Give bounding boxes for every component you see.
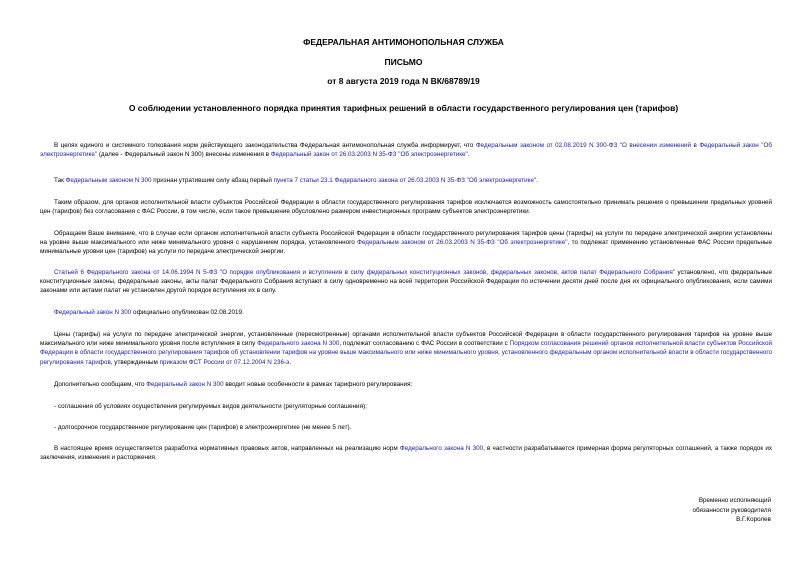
paragraph-6 (40, 308, 772, 317)
paragraph-text: (далее - Федеральный закон N 300) внесены изменения в (97, 151, 271, 159)
paragraph-9 (40, 402, 772, 411)
paragraph-7 (40, 330, 772, 367)
law-reference-link[interactable]: Федеральный закон N 300 (146, 381, 224, 388)
paragraph-text: . (536, 177, 538, 184)
paragraph-text: вводит новые особенности в рамках тарифного регулирования: (223, 381, 413, 388)
law-reference-link[interactable]: пункта 7 статьи 23.1 Федерального закона от 26.03.2003 N 35-ФЗ "Об электроэнергетике" (273, 177, 537, 184)
law-reference-link[interactable]: приказом ФСТ России от 07.12.2004 N 236-э (159, 358, 290, 366)
paragraph-8 (40, 380, 772, 389)
paragraph-text: , подлежат согласованию с ФАС России в соответствии с (339, 340, 510, 348)
paragraph-text: Так (54, 177, 66, 184)
paragraph-text: - соглашения об условиях осуществления регулируемых видов деятельности (регуляторные соглашения); (54, 403, 367, 410)
paragraph-text: - долгосрочное государственное регулирование цен (тарифов) в электроэнергетике (не менее 5 лет). (54, 424, 352, 431)
signature-position-line1: Временно исполняющий (698, 497, 771, 504)
law-reference-link[interactable]: Федеральный закон N 300 (54, 309, 132, 316)
paragraph-text: . (289, 358, 292, 366)
law-reference-link[interactable]: Порядком согласования решений органов исполнительной власти субъектов Российской Федерации в области государственного регулирования тарифов об установлении тарифов на уровне выше максимального или ниже минимального уровня, установленного федеральным органом исполнительной власти в области государственного регулирования тарифов (40, 340, 772, 366)
paragraph-text: официально опубликован 02.08.2019. (131, 309, 244, 316)
signature-block (693, 496, 771, 525)
paragraph-text: установлено, что федеральные конституционные законы, федеральные законы, акты палат Федерального Собрания вступают в силу одновременно на всей территории Российской Федерации по истечении десяти дней после дня их официального опубликования, если самими законами или актами палат не установлен другой порядок вступления их в силу. (40, 269, 773, 295)
paragraph-text: Цены (тарифы) на услуги по передаче электрической энергии, установленные (пересмотренные) органами исполнительной власти субъектов Российской Федерации в области государственного регулирования тарифов на уровне выше максимального или ниже минимального уровня после вступления в силу (40, 331, 772, 348)
paragraph-1 (40, 141, 772, 159)
law-reference-link[interactable]: Федерального закона N 300 (257, 340, 340, 348)
paragraph-text: В настоящее время осуществляется разработка нормативных правовых актов, направленных на реализацию норм (54, 445, 400, 452)
paragraph-5 (40, 268, 772, 296)
law-reference-link[interactable]: Статьей 6 Федерального закона от 14.06.1994 N 5-ФЗ "О порядке опубликования и вступления в силу федеральных конституционных законов, федеральных законов, актов палат Федерального Собрания" (54, 269, 675, 276)
paragraph-3 (40, 198, 772, 216)
document-date-number: от 8 августа 2019 года N ВК/68789/19 (327, 76, 480, 86)
paragraph-10 (40, 423, 772, 432)
paragraph-text: Таким образом, для органов исполнительной власти субъектов Российской Федерации в области государственного регулирования тарифов исключается возможность самостоятельно принимать решения о превышении предельных уровней цен (тарифов) без согласования с ФАС России, в том числе, если такое превышение обусловлено размером инвестиционных программ субъектов электроэнергетики. (40, 199, 772, 216)
paragraph-text: В целях единого и системного толкования норм действующего законодательства Федеральная антимонопольная служба информирует, что (54, 142, 476, 149)
agency-name: ФЕДЕРАЛЬНАЯ АНТИМОНОПОЛЬНАЯ СЛУЖБА (303, 37, 504, 47)
law-reference-link[interactable]: Федеральным законом от 26.03.2003 N 35-ФЗ "Об электроэнергетике" (357, 239, 568, 247)
signature-name: В.Г.Королев (736, 516, 771, 524)
document-subject: О соблюдении установленного порядка принятия тарифных решений в области государственного регулирования цен (тарифов) (128, 103, 679, 113)
paragraph-4 (40, 229, 772, 257)
signature-position-line2: обязанности руководителя (692, 506, 771, 514)
document-type: ПИСЬМО (384, 57, 423, 67)
paragraph-text: , утвержденным (110, 358, 160, 366)
law-reference-link[interactable]: Федеральным законом N 300 (65, 177, 152, 184)
paragraph-2 (40, 176, 772, 185)
paragraph-text: Дополнительно сообщаем, что (54, 381, 147, 388)
paragraph-text: , в частности разрабатывается примерная форма регуляторных соглашений, а также порядок их заключения, изменения и расторжения. (40, 445, 772, 462)
paragraph-text: признан утратившим силу абзац первый (151, 177, 274, 184)
law-reference-link[interactable]: Федеральный закон от 26.03.2003 N 35-ФЗ "Об электроэнергетике" (270, 151, 468, 159)
paragraph-text: , то подлежат применению установленные ФАС России предельные минимальные уровни цен (тарифов) на услуги по передаче электрической энергии. (40, 239, 772, 256)
law-reference-link[interactable]: Федерального закона N 300 (399, 445, 484, 452)
law-reference-link[interactable]: Федеральным законом от 02.08.2019 N 300-ФЗ "О внесении изменений в Федеральный закон "Об электроэнергетике" (40, 142, 772, 159)
paragraph-text: Обращаем Ваше внимание, что в случае если органом исполнительной власти субъекта Российской Федерации в области государственного регулирования тарифов цены (тарифы) на услуги по передаче электрической энергии установлены на уровне выше максимального или ниже минимального уровня с нарушением порядка, установленного (40, 230, 772, 247)
paragraph-text: . (467, 151, 470, 159)
paragraph-11 (40, 444, 772, 462)
